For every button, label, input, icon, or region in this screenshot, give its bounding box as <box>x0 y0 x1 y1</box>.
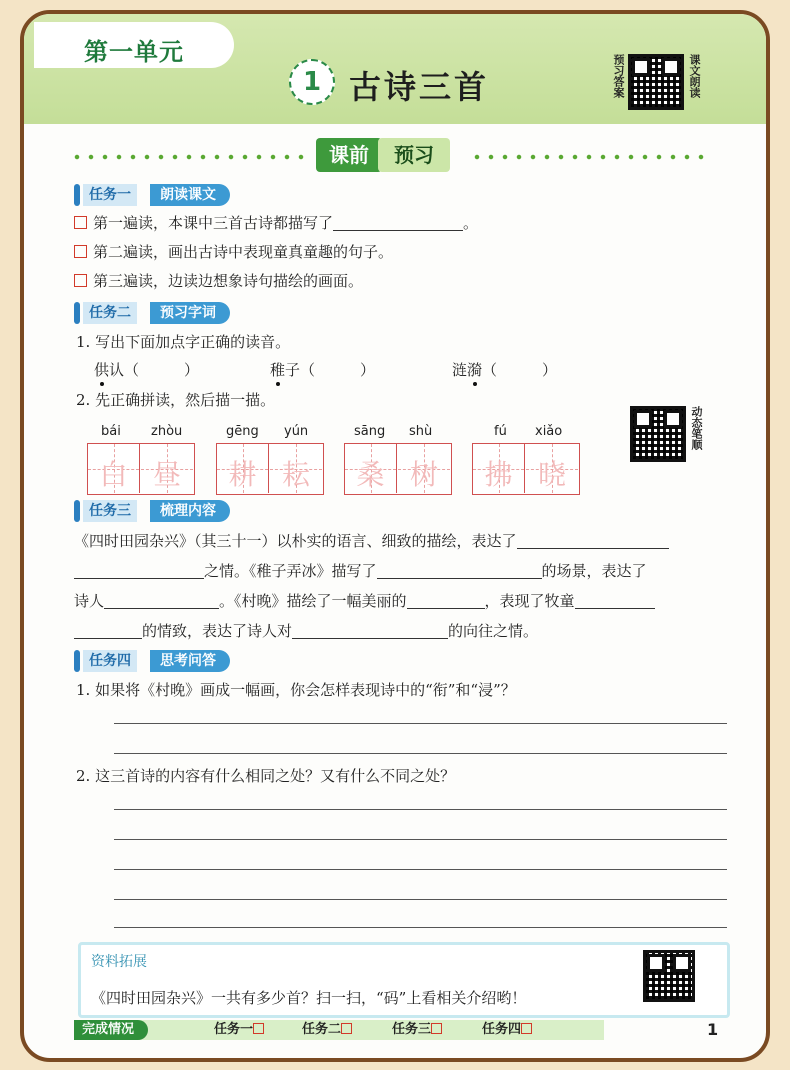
pinyin: shù <box>409 424 433 439</box>
answer-blank[interactable] <box>517 533 669 549</box>
grid-cell: 昼 <box>141 444 193 493</box>
qr-reading-label: 课文朗读 <box>688 54 701 98</box>
grid-cell: 拂 <box>473 444 525 493</box>
checkbox[interactable] <box>74 216 87 229</box>
answer-blank[interactable] <box>104 593 219 609</box>
task-bar <box>74 650 80 672</box>
answer-line[interactable] <box>114 899 727 900</box>
task-bar <box>74 184 80 206</box>
task-name: 梳理内容 <box>150 500 230 522</box>
pinyin: xiǎo <box>535 424 563 439</box>
banner-dots-left <box>70 154 306 160</box>
qr-code-icon[interactable] <box>643 950 695 1002</box>
grid-cell: 耕 <box>217 444 269 493</box>
answer-line[interactable] <box>114 869 727 870</box>
qr-code-icon[interactable] <box>630 406 686 462</box>
pinyin: yún <box>284 424 309 439</box>
banner-dots-right <box>470 154 706 160</box>
checkbox[interactable] <box>341 1023 352 1034</box>
task3-line-4: 的情致，表达了诗人对 的向往之情。 <box>74 621 538 641</box>
grid-cell: 耘 <box>270 444 322 493</box>
lesson-number-badge: 1 <box>289 59 335 105</box>
writing-grid-1[interactable] <box>87 443 195 495</box>
section-banner-part2: 预习 <box>378 138 450 172</box>
word-item-3: 涟漪（ ） <box>452 361 558 379</box>
section-banner <box>316 138 456 172</box>
word-item-1: 供认（ ） <box>94 361 200 379</box>
answer-blank[interactable] <box>333 215 463 231</box>
completion-label: 完成情况 <box>74 1020 148 1040</box>
answer-blank[interactable] <box>407 593 485 609</box>
resource-text: 《四时田园杂兴》一共有多少首？扫一扫，“码”上看相关介绍哟！ <box>91 989 527 1007</box>
completion-item-2[interactable]: 任务二 <box>302 1020 352 1040</box>
grid-cell: 树 <box>398 444 450 493</box>
workbook-page <box>20 10 770 1062</box>
lesson-header <box>24 14 766 124</box>
task2-question-2: 2. 先正确拼读，然后描一描。 <box>76 391 276 409</box>
pinyin: bái <box>101 424 121 439</box>
task1-item-3: 第三遍读，边读边想象诗句描绘的画面。 <box>74 271 363 291</box>
task4-question-1: 1. 如果将《村晚》画成一幅画，你会怎样表现诗中的“衔”和“浸”？ <box>76 681 516 699</box>
unit-title: 第一单元 <box>84 38 184 66</box>
qr-code-icon[interactable] <box>628 54 684 110</box>
answer-line[interactable] <box>114 753 727 754</box>
resource-title: 资料拓展 <box>91 954 147 970</box>
resource-box <box>78 942 730 1018</box>
qr-stroke-label: 动态笔顺 <box>690 406 703 450</box>
answer-blank[interactable] <box>292 623 448 639</box>
task3-line-3: 诗人 。《村晚》描绘了一幅美丽的 ，表现了牧童 <box>74 591 655 611</box>
writing-grid-4[interactable] <box>472 443 580 495</box>
task2-question-1: 1. 写出下面加点字正确的读音。 <box>76 333 291 351</box>
grid-cell: 桑 <box>345 444 397 493</box>
completion-item-1[interactable]: 任务一 <box>214 1020 264 1040</box>
word-item-2: 稚子（ ） <box>270 361 376 379</box>
completion-bar <box>74 1020 604 1040</box>
lesson-title: 古诗三首 <box>349 68 490 106</box>
task-bar <box>74 302 80 324</box>
writing-grid-2[interactable] <box>216 443 324 495</box>
completion-item-3[interactable]: 任务三 <box>392 1020 442 1040</box>
unit-tab <box>34 22 234 68</box>
pinyin: gēng <box>226 424 259 439</box>
checkbox[interactable] <box>253 1023 264 1034</box>
answer-blank[interactable] <box>575 593 655 609</box>
section-banner-part1: 课前 <box>316 138 382 172</box>
checkbox[interactable] <box>74 245 87 258</box>
task-bar <box>74 500 80 522</box>
pinyin: sāng <box>354 424 386 439</box>
answer-line[interactable] <box>114 839 727 840</box>
answer-line[interactable] <box>114 927 727 928</box>
task-name: 朗读课文 <box>150 184 230 206</box>
task3-line-1: 《四时田园杂兴》（其三十一）以朴实的语言、细致的描绘，表达了 <box>74 531 669 551</box>
task-name: 思考问答 <box>150 650 230 672</box>
qr-answer-label: 预习答案 <box>612 54 625 98</box>
task1-item-1: 第一遍读，本课中三首古诗都描写了 。 <box>74 213 478 233</box>
task3-line-2: 之情。《稚子弄冰》描写了 的场景，表达了 <box>74 561 647 581</box>
answer-blank[interactable] <box>74 623 142 639</box>
task4-question-2: 2. 这三首诗的内容有什么相同之处？又有什么不同之处？ <box>76 767 456 785</box>
answer-line[interactable] <box>114 809 727 810</box>
task-number: 任务四 <box>83 650 137 672</box>
task-number: 任务一 <box>83 184 137 206</box>
grid-cell: 白 <box>88 444 140 493</box>
writing-grid-3[interactable] <box>344 443 452 495</box>
task-name: 预习字词 <box>150 302 230 324</box>
task-number: 任务三 <box>83 500 137 522</box>
answer-blank[interactable] <box>377 563 542 579</box>
completion-item-4[interactable]: 任务四 <box>482 1020 532 1040</box>
checkbox[interactable] <box>431 1023 442 1034</box>
answer-blank[interactable] <box>74 563 204 579</box>
checkbox[interactable] <box>74 274 87 287</box>
task-number: 任务二 <box>83 302 137 324</box>
pinyin: zhòu <box>151 424 183 439</box>
page-number: 1 <box>707 1020 719 1039</box>
answer-line[interactable] <box>114 723 727 724</box>
pinyin: fú <box>494 424 507 439</box>
grid-cell: 晓 <box>526 444 578 493</box>
task1-item-2: 第二遍读，画出古诗中表现童真童趣的句子。 <box>74 242 393 262</box>
checkbox[interactable] <box>521 1023 532 1034</box>
